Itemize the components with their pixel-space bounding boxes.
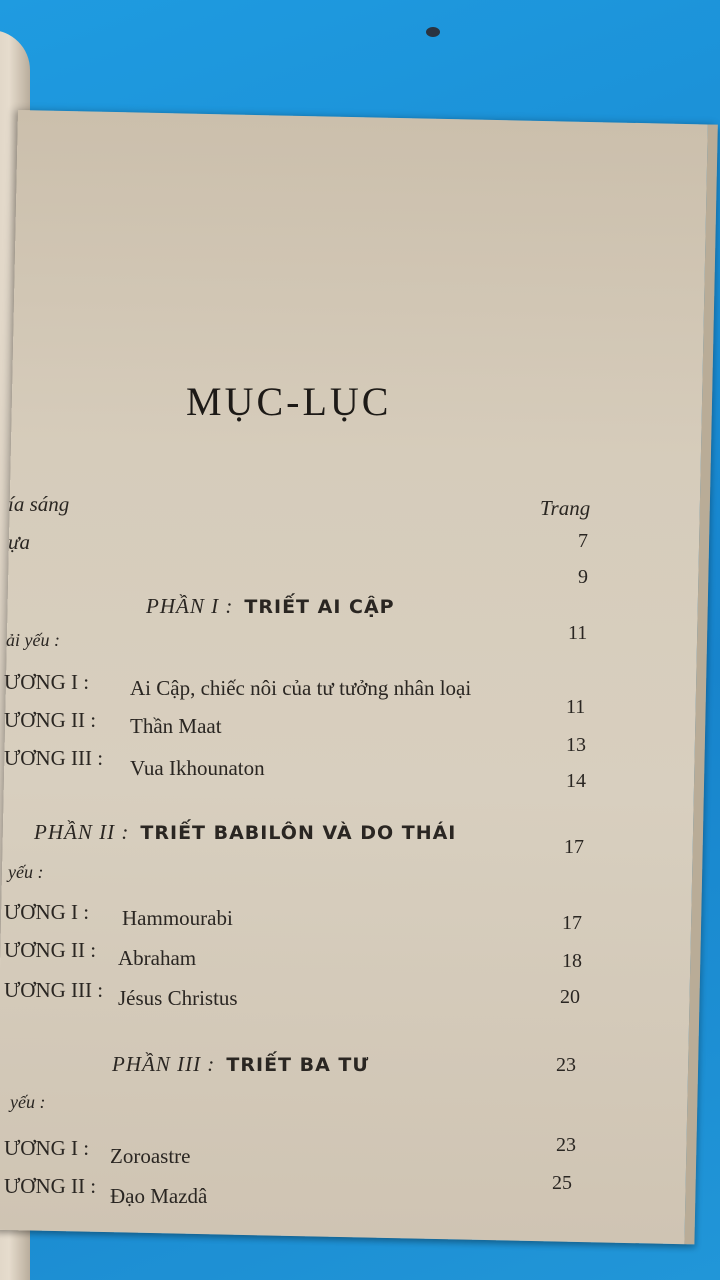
part-2-chapter-1-page: 17 bbox=[562, 912, 582, 934]
part-2-intro: yếu : bbox=[8, 862, 44, 882]
part-1-heading bbox=[146, 594, 395, 619]
part-1-chapter-2-page: 13 bbox=[566, 734, 586, 756]
toc-line-2: ựa bbox=[8, 530, 30, 554]
part-2-page: 17 bbox=[564, 836, 584, 858]
part-2-chapter-1-num: ƯƠNG I : bbox=[4, 900, 90, 924]
table-surface-mark bbox=[426, 27, 440, 37]
part-2-chapter-1-title: Hammourabi bbox=[122, 906, 233, 930]
page-column-header: Trang bbox=[540, 496, 591, 520]
part-2-chapter-3-num: ƯƠNG III : bbox=[4, 978, 104, 1002]
part-1-chapter-3-title: Vua Ikhounaton bbox=[130, 756, 265, 780]
part-3-name: TRIẾT BA TƯ bbox=[226, 1054, 370, 1076]
part-2-heading bbox=[34, 820, 456, 845]
part-3-label: PHẦN III : bbox=[112, 1052, 216, 1076]
part-1-label: PHẦN I : bbox=[146, 594, 234, 618]
part-3-page: 23 bbox=[556, 1054, 576, 1076]
part-3-intro: yếu : bbox=[10, 1092, 46, 1112]
part-2-chapter-3-page: 20 bbox=[560, 986, 580, 1008]
toc-line-2-page: 9 bbox=[578, 566, 588, 588]
toc-line-1: ía sáng bbox=[8, 492, 70, 516]
part-2-chapter-2-title: Abraham bbox=[118, 946, 197, 970]
part-2-label: PHẦN II : bbox=[34, 820, 130, 844]
page-title: MỤC-LỤC bbox=[186, 379, 392, 424]
part-3-heading bbox=[112, 1052, 369, 1077]
part-1-chapter-3-num: ƯƠNG III : bbox=[4, 746, 104, 770]
part-2-chapter-3-title: Jésus Christus bbox=[118, 986, 238, 1010]
part-1-intro: ải yếu : bbox=[6, 630, 60, 650]
toc-line-1-page: 7 bbox=[578, 530, 588, 552]
part-1-chapter-2-num: ƯƠNG II : bbox=[4, 708, 97, 732]
part-2-chapter-2-num: ƯƠNG II : bbox=[4, 938, 97, 962]
part-3-chapter-2-num: ƯƠNG II : bbox=[4, 1174, 97, 1198]
part-1-chapter-1-page: 11 bbox=[566, 696, 586, 718]
part-3-chapter-1-page: 23 bbox=[556, 1134, 576, 1156]
part-1-name: TRIẾT AI CẬP bbox=[244, 596, 395, 618]
part-1-chapter-1-num: ƯƠNG I : bbox=[4, 670, 90, 694]
part-3-chapter-1-title: Zoroastre bbox=[110, 1144, 191, 1168]
part-3-chapter-1-num: ƯƠNG I : bbox=[4, 1136, 90, 1160]
part-3-chapter-2-page: 25 bbox=[552, 1172, 572, 1194]
part-1-page: 11 bbox=[568, 622, 588, 644]
part-2-name: TRIẾT BABILÔN VÀ DO THÁI bbox=[140, 822, 457, 844]
part-1-chapter-1-title: Ai Cập, chiếc nôi của tư tưởng nhân loại bbox=[130, 676, 472, 700]
part-1-chapter-2-title: Thần Maat bbox=[130, 714, 222, 738]
part-3-chapter-2-title: Đạo Mazdâ bbox=[110, 1184, 208, 1208]
part-2-chapter-2-page: 18 bbox=[562, 950, 582, 972]
part-1-chapter-3-page: 14 bbox=[566, 770, 586, 792]
